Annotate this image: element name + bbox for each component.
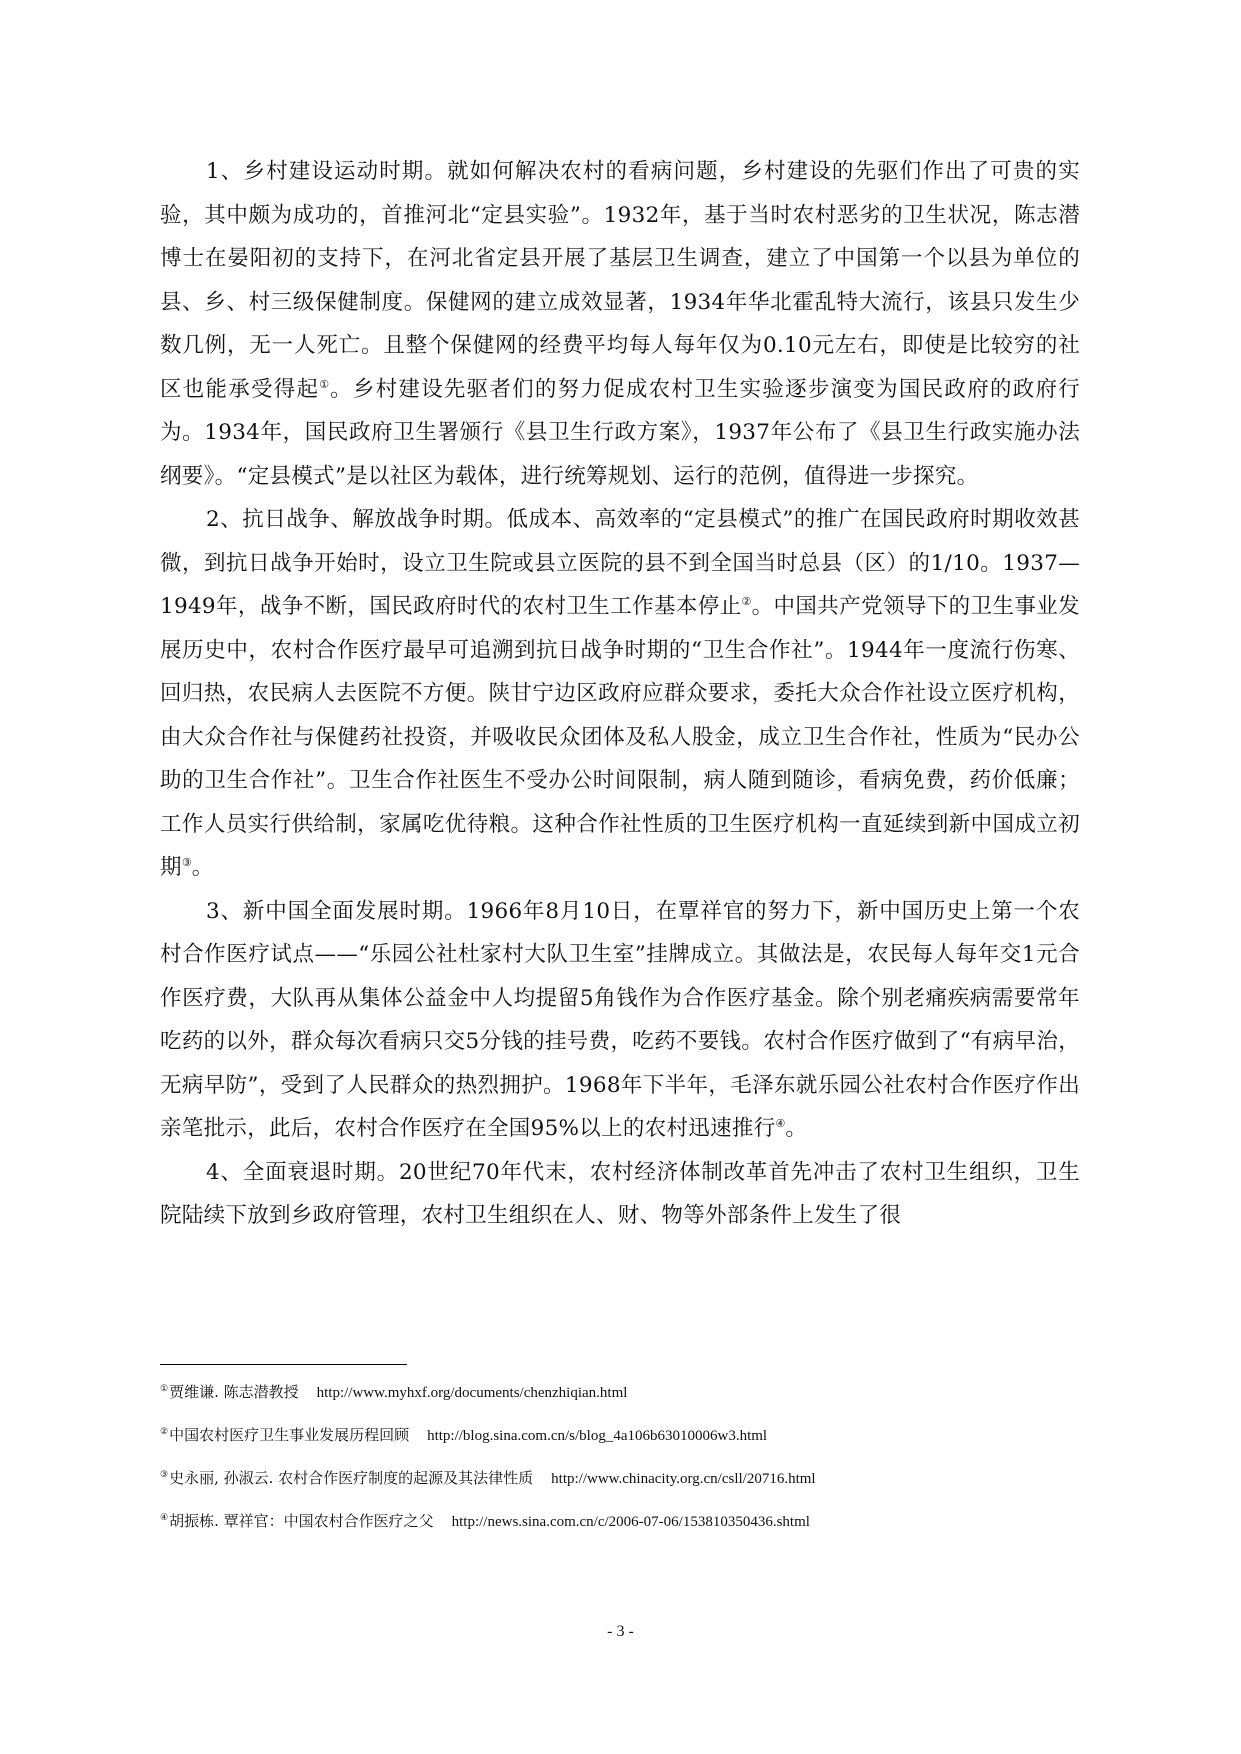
body-text [160,150,1080,1238]
footnote-link[interactable]: http://news.sina.com.cn/c/2006-07-06/153810350436.shtml [451,1514,810,1530]
paragraph-text: 4、全面衰退时期。20世纪70年代末，农村经济体制改革首先冲击了农村卫生组织，卫生院陆续下放到乡政府管理，农村卫生组织在人、财、物等外部条件上发生了很 [160,1159,1080,1228]
paragraph-text: 。 [191,855,214,880]
footnote-ref-1[interactable]: ① [319,377,331,391]
footnote-link[interactable]: http://www.myhxf.org/documents/chenzhiqian.html [316,1385,628,1401]
paragraph-text: 。 [785,1116,808,1141]
footnote-2 [160,1425,1100,1446]
footnote-text: 贾维谦. 陈志潜教授 [169,1383,299,1401]
paragraph-text: 。乡村建设先驱者们的努力促成农村卫生实验逐步演变为国民政府的政府行为。1934年，国民政府卫生署颁行《县卫生行政方案》，1937年公布了《县卫生行政实施办法纲要》。“定县模式”是以社区为载体，进行统筹规划、运行的范例，值得进一步探究。 [160,376,1081,489]
paragraph-text: 。中国共产党领导下的卫生事业发展历史中，农村合作医疗最早可追溯到抗日战争时期的“卫生合作社”。1944年一度流行伤寒、回归热，农民病人去医院不方便。陕甘宁边区政府应群众要求，委托大众合作社设立医疗机构，由大众合作社与保健药社投资，并吸收民众团体及私人股金，成立卫生合作社，性质为“民办公助的卫生合作社”。卫生合作社医生不受办公时间限制，病人随到随诊，看病免费，药价低廉；工作人员实行供给制，家属吃优待粮。这种合作社性质的卫生医疗机构一直延续到新中国成立初期 [160,594,1080,880]
footnote-link[interactable]: http://www.chinacity.org.cn/csll/20716.html [551,1471,816,1487]
footnote-4 [160,1511,1100,1532]
footnote-text: 中国农村医疗卫生事业发展历程回顾 [169,1426,410,1444]
paragraph-text: 2、抗日战争、解放战争时期。低成本、高效率的“定县模式”的推广在国民政府时期收效甚微，到抗日战争开始时，设立卫生院或县立医院的县不到全国当时总县（区）的1/10。1937—1949年，战争不断，国民政府时代的农村卫生工作基本停止 [160,507,1080,619]
footnote-1 [160,1382,1100,1403]
footnote-mark: ② [160,1427,169,1437]
footnote-text: 胡振栋. 覃祥官：中国农村合作医疗之父 [169,1512,434,1530]
footnote-ref-3[interactable]: ③ [181,855,192,869]
footnote-mark: ③ [160,1470,169,1480]
paragraph-4 [160,1151,1080,1238]
footnote-mark: ① [160,1384,169,1394]
footnote-mark: ④ [160,1513,169,1523]
footnote-link[interactable]: http://blog.sina.com.cn/s/blog_4a106b63010006w3.html [427,1428,768,1444]
footnote-3 [160,1468,1100,1489]
footnotes [160,1382,1100,1554]
paragraph-3 [160,890,1080,1151]
page-number: - 3 - [607,1623,634,1640]
paragraph-text: 1、乡村建设运动时期。就如何解决农村的看病问题，乡村建设的先驱们作出了可贵的实验，其中颇为成功的，首推河北“定县实验”。1932年，基于当时农村恶劣的卫生状况，陈志潜博士在晏阳初的支持下，在河北省定县开展了基层卫生调查，建立了中国第一个以县为单位的县、乡、村三级保健制度。保健网的建立成效显著，1934年华北霍乱特大流行，该县只发生少数几例，无一人死亡。且整个保健网的经费平均每人每年仅为0.10元左右，即使是比较穷的社区也能承受得起 [160,159,1080,402]
footnote-text: 史永丽, 孙淑云. 农村合作医疗制度的起源及其法律性质 [169,1469,534,1487]
paragraph-2 [160,498,1080,890]
paragraph-text: 3、新中国全面发展时期。1966年8月10日，在覃祥官的努力下，新中国历史上第一个农村合作医疗试点——“乐园公社杜家村大队卫生室”挂牌成立。其做法是，农民每人每年交1元合作医疗费，大队再从集体公益金中人均提留5角钱作为合作医疗基金。除个别老痛疾病需要常年吃药的以外，群众每次看病只交5分钱的挂号费，吃药不要钱。农村合作医疗做到了“有病早治，无病早防”，受到了人民群众的热烈拥护。1968年下半年，毛泽东就乐园公社农村合作医疗作出亲笔批示，此后，农村合作医疗在全国95%以上的农村迅速推行 [160,898,1080,1141]
footnote-ref-2[interactable]: ② [741,594,752,608]
footnote-separator [160,1364,407,1365]
footnote-ref-4[interactable]: ④ [775,1116,786,1130]
paragraph-1 [160,150,1080,498]
